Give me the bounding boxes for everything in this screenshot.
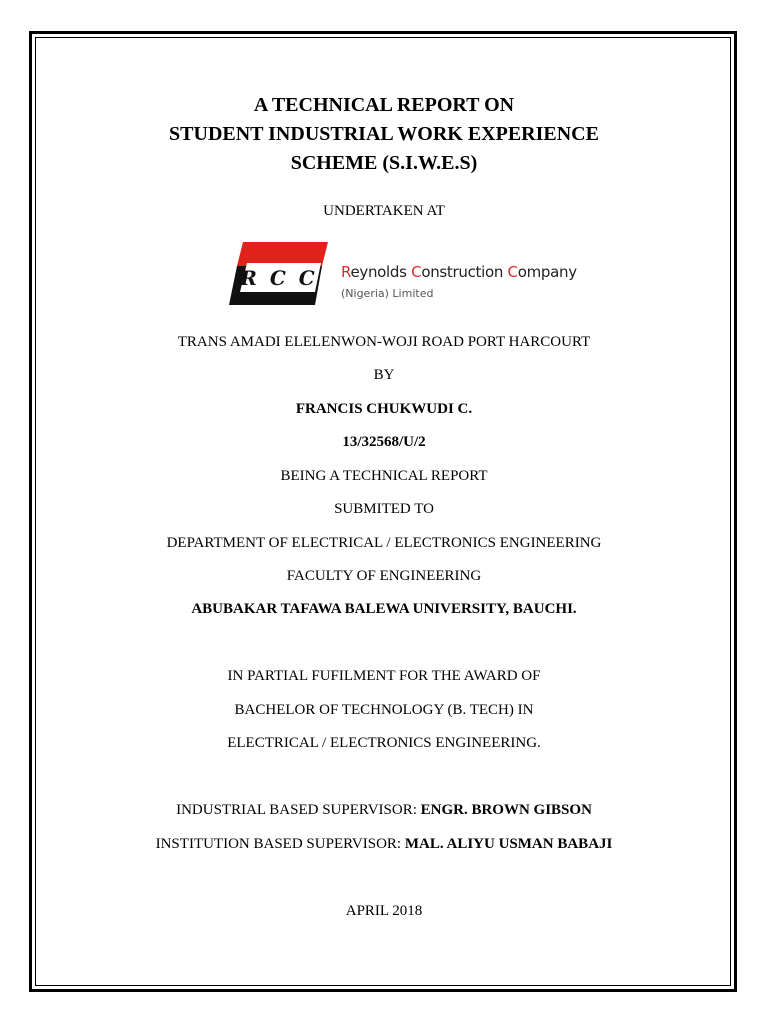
industrial-supervisor: INDUSTRIAL BASED SUPERVISOR: ENGR. BROWN GIBSON <box>176 802 592 818</box>
company-subtitle: (Nigeria) Limited <box>341 287 434 300</box>
address: TRANS AMADI ELELENWON-WOJI ROAD PORT HARCOURT <box>177 334 591 350</box>
undertaken-at: UNDERTAKEN AT <box>323 203 445 219</box>
title-line-1: A TECHNICAL REPORT ON <box>253 94 515 116</box>
author-name: FRANCIS CHUKWUDI C. <box>295 401 473 417</box>
award-line-2: BACHELOR OF TECHNOLOGY (B. TECH) IN <box>234 702 534 718</box>
department: DEPARTMENT OF ELECTRICAL / ELECTRONICS ENGINEERING <box>166 535 602 551</box>
rcc-logo-mark <box>229 240 339 308</box>
by-label: BY <box>373 367 395 383</box>
logo-red-band <box>237 242 328 266</box>
faculty: FACULTY OF ENGINEERING <box>286 568 482 584</box>
company-name: Reynolds Construction Company <box>341 263 577 281</box>
report-date: APRIL 2018 <box>345 903 423 919</box>
logo-mark-text: R C C <box>240 266 318 290</box>
submitted-to: SUBMITED TO <box>334 501 434 517</box>
title-line-3: SCHEME (S.I.W.E.S) <box>290 152 478 174</box>
report-type: BEING A TECHNICAL REPORT <box>280 468 488 484</box>
institution-supervisor: INSTITUTION BASED SUPERVISOR: MAL. ALIYU USMAN BABAJI <box>155 836 613 852</box>
matric-number: 13/32568/U/2 <box>342 434 426 450</box>
university: ABUBAKAR TAFAWA BALEWA UNIVERSITY, BAUCHI. <box>191 601 577 617</box>
award-line-1: IN PARTIAL FUFILMENT FOR THE AWARD OF <box>227 668 541 684</box>
title-line-2: STUDENT INDUSTRIAL WORK EXPERIENCE <box>169 123 599 145</box>
award-line-3: ELECTRICAL / ELECTRONICS ENGINEERING. <box>227 735 541 751</box>
